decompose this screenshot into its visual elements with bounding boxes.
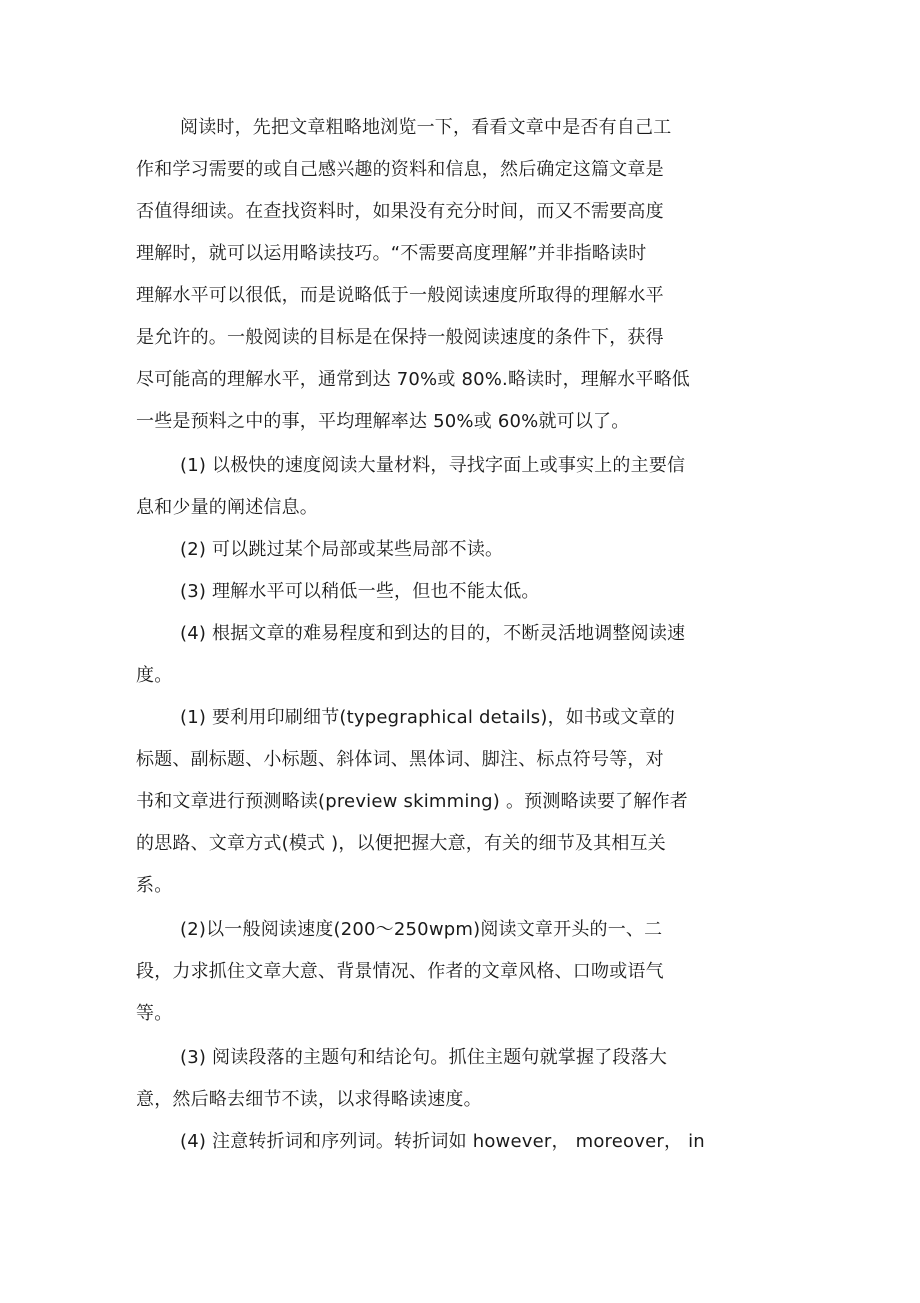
text-line: 息和少量的阐述信息。	[136, 497, 318, 518]
text-line: 段，力求抓住文章大意、背景情况、作者的文章风格、口吻或语气	[136, 961, 664, 982]
text-line: 尽可能高的理解水平，通常到达 70%或 80%.略读时，理解水平略低	[136, 369, 690, 390]
text-line: 意，然后略去细节不读，以求得略读速度。	[136, 1089, 482, 1110]
text-line: 等。	[136, 1003, 173, 1024]
text-line: 阅读时，先把文章粗略地浏览一下，看看文章中是否有自己工	[180, 117, 672, 138]
text-line: (1) 要利用印刷细节(typegraphical details)，如书或文章的	[180, 707, 675, 728]
text-line: 标题、副标题、小标题、斜体词、黑体词、脚注、标点符号等，对	[136, 749, 664, 770]
text-line: 理解水平可以很低，而是说略低于一般阅读速度所取得的理解水平	[136, 285, 664, 306]
text-line: 是允许的。一般阅读的目标是在保持一般阅读速度的条件下，获得	[136, 327, 664, 348]
text-line: (2)以一般阅读速度(200～250wpm)阅读文章开头的一、二	[180, 919, 663, 940]
text-line: 书和文章进行预测略读(preview skimming) 。预测略读要了解作者	[136, 791, 688, 812]
text-line: 的思路、文章方式(模式 )，以便把握大意，有关的细节及其相互关	[136, 833, 666, 854]
text-line: 理解时，就可以运用略读技巧。“不需要高度理解”并非指略读时	[136, 243, 647, 264]
text-line: (3) 阅读段落的主题句和结论句。抓住主题句就掌握了段落大	[180, 1047, 668, 1068]
text-line: 度。	[136, 665, 173, 686]
text-line: 一些是预料之中的事，平均理解率达 50%或 60%就可以了。	[136, 411, 630, 432]
text-line: (2) 可以跳过某个局部或某些局部不读。	[180, 539, 504, 560]
text-line: (4) 根据文章的难易程度和到达的目的，不断灵活地调整阅读速	[180, 623, 686, 644]
text-line: (3) 理解水平可以稍低一些，但也不能太低。	[180, 581, 540, 602]
text-line: 系。	[136, 875, 173, 896]
text-line: (4) 注意转折词和序列词。转折词如 however， moreover， in	[180, 1131, 705, 1152]
text-line: 作和学习需要的或自己感兴趣的资料和信息，然后确定这篇文章是	[136, 159, 664, 180]
text-line: 否值得细读。在查找资料时，如果没有充分时间，而又不需要高度	[136, 201, 664, 222]
text-line: (1) 以极快的速度阅读大量材料，寻找字面上或事实上的主要信	[180, 455, 686, 476]
